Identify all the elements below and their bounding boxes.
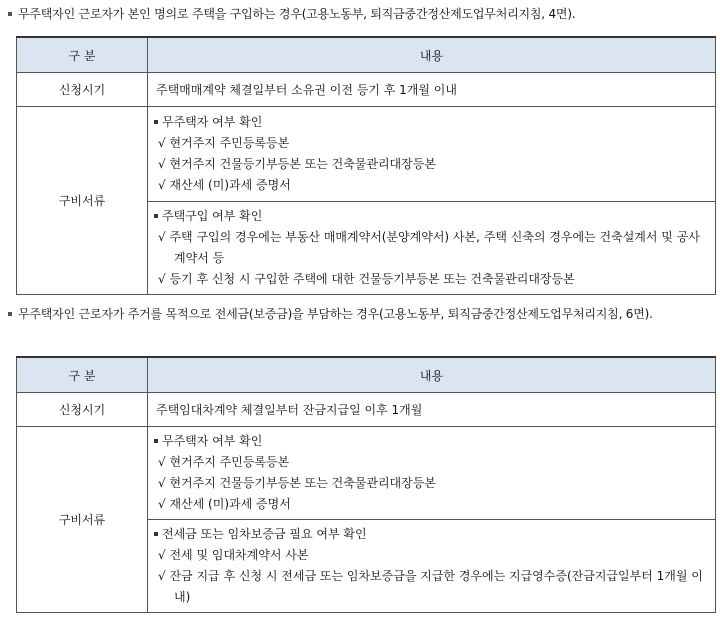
list-item: √ 주택 구입의 경우에는 부동산 매매계약서(분양계약서) 사본, 주택 신축의 경우에는 건축설계서 및 공사계약서 등	[158, 230, 700, 265]
header-content: 내용	[148, 37, 716, 73]
docs-label: 구비서류	[17, 427, 148, 613]
period-label: 신청시기	[17, 393, 148, 427]
square-bullet-icon	[154, 532, 158, 536]
bullet-icon	[8, 312, 12, 316]
docs-block	[148, 202, 716, 295]
square-bullet-icon	[154, 439, 158, 443]
header-category: 구 분	[17, 357, 148, 393]
period-value: 주택임대차계약 체결일부터 잔금지급일 이후 1개월	[148, 393, 716, 427]
list-item: √ 현거주지 건물등기부등본 또는 건축물관리대장등본	[158, 157, 436, 171]
section2-heading: 무주택자인 근로자가 주거를 목적으로 전세금(보증금)을 부담하는 경우(고용노동부, 퇴직금중간정산제도업무처리지침, 6면).	[8, 304, 712, 324]
header-category: 구 분	[17, 37, 148, 73]
table-row	[17, 73, 716, 107]
bullet-icon	[8, 12, 12, 16]
header-content: 내용	[148, 357, 716, 393]
list-item: √ 잔금 지급 후 신청 시 전세금 또는 임차보증금을 지급한 경우에는 지급영수증(잔금지급일부터 1개월 이내)	[158, 569, 703, 604]
section1-heading: 무주택자인 근로자가 본인 명의로 주택을 구입하는 경우(고용노동부, 퇴직금중간정산제도업무처리지침, 4면).	[8, 4, 712, 24]
table-header-row	[17, 357, 716, 393]
list-item: √ 현거주지 건물등기부등본 또는 건축물관리대장등본	[158, 476, 436, 490]
square-bullet-icon	[154, 120, 158, 124]
list-item: √ 재산세 (미)과세 증명서	[158, 178, 291, 192]
period-label: 신청시기	[17, 73, 148, 107]
docs-block	[148, 107, 716, 202]
square-bullet-icon	[154, 214, 158, 218]
table-row	[17, 393, 716, 427]
list-item: √ 등기 후 신청 시 구입한 주택에 대한 건물등기부등본 또는 건축물관리대장등본	[158, 272, 575, 286]
section2-table	[16, 356, 716, 613]
block-title: 주택구입 여부 확인	[154, 206, 707, 227]
block-title: 무주택자 여부 확인	[154, 431, 707, 452]
table-row	[17, 427, 716, 520]
docs-label: 구비서류	[17, 107, 148, 295]
block-title: 전세금 또는 임차보증금 필요 여부 확인	[154, 524, 707, 545]
table-header-row	[17, 37, 716, 73]
docs-block	[148, 427, 716, 520]
block-title: 무주택자 여부 확인	[154, 112, 707, 133]
table-row	[17, 107, 716, 202]
docs-block	[148, 520, 716, 613]
list-item: √ 현거주지 주민등록등본	[158, 455, 290, 469]
list-item: √ 현거주지 주민등록등본	[158, 136, 290, 150]
period-value: 주택매매계약 체결일부터 소유권 이전 등기 후 1개월 이내	[148, 73, 716, 107]
section1-table	[16, 36, 716, 295]
list-item: √ 전세 및 임대차계약서 사본	[158, 548, 309, 562]
list-item: √ 재산세 (미)과세 증명서	[158, 497, 291, 511]
